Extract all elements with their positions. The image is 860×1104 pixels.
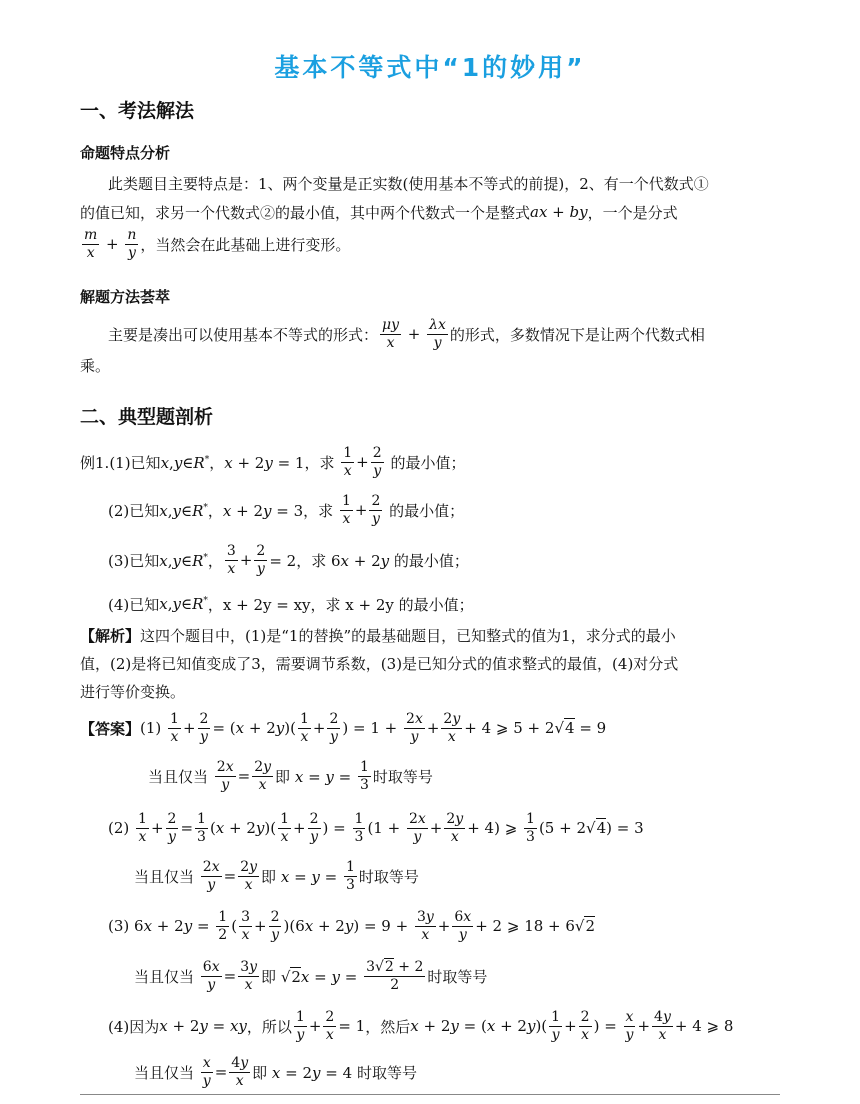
answer-3: (3) 6x + 2y = $\frac{1}{2}$ ( $\frac{3}{x}$ + $\frac{2}{y}$ )(6x + 2y) = 9 + $\frac{3y}{x}$ + $\frac{6x}{y}$ + 2 ⩾ 18 + 6√2 <box>108 908 596 943</box>
features-paragraph-line-2: 的值已知，求另一个代数式②的最小值，其中两个代数式一个是整式 ax + by ，一个是分式 <box>80 203 678 222</box>
answer-4-equality: 当且仅当 $\frac{x}{y}$ = $\frac{4y}{x}$ 即 x = 2y = 4 时取等号 <box>134 1054 417 1089</box>
answer-1-equality: 当且仅当 $\frac{2x}{y}$ = $\frac{2y}{x}$ 即 x = y = $\frac{1}{3}$ 时取等号 <box>148 758 433 793</box>
section-heading-1: 一、考法解法 <box>80 100 195 122</box>
example-q4: (4)已知 x,y∈R* ，x + 2y = xy，求 x + 2y 的最小值； <box>108 595 474 614</box>
example-q2: (2)已知 x,y∈R*，x + 2y = 3，求 $\frac{1}{x}$ + $\frac{2}{y}$ 的最小值； <box>108 492 465 527</box>
analysis-paragraph: 【解析】这四个题目中，(1)是“1的替换”的最基础题目，已知整式的值为1，求分式的最小 值，(2)是将已知值变成了3，需要调节系数，(3)是已知分式的值求整式的最值，(4)对分式 进行等价变换。 <box>80 627 679 701</box>
answer-2: (2) $\frac{1}{x}$ + $\frac{2}{y}$ = $\frac{1}{3}$ (x + 2y)( $\frac{1}{x}$ + $\frac{2}{y}$ ) = $\frac{1}{3}$ (1 + $\frac{2x}{y}$ + $\frac{2y}{x}$ + 4) ⩾ $\frac{1}{3}$ (5 + 2√4) = 3 <box>108 810 644 845</box>
features-paragraph-line-1: 此类题目主要特点是：1、两个变量是正实数(使用基本不等式的前提)，2、有一个代数式① <box>108 175 709 193</box>
features-heading: 命题特点分析 <box>80 144 171 162</box>
answer-1: 【答案】 (1) $\frac{1}{x}$ + $\frac{2}{y}$ = (x + 2y)( $\frac{1}{x}$ + $\frac{2}{y}$ ) = 1 + $\frac{2x}{y}$ + $\frac{2y}{x}$ + 4 ⩾ 5 + 2√4 = 9 <box>80 710 607 745</box>
answer-4: (4)因为 x + 2y = xy ，所以 $\frac{1}{y}$ + $\frac{2}{x}$ = 1 ，然后 x + 2y = (x + 2y)( $\frac{1}{y}$ + $\frac{2}{x}$ ) = $\frac{x}{y}$ + $\frac{4y}{x}$ + 4 ⩾ 8 <box>108 1008 734 1043</box>
page-title: 基本不等式中“1的妙用” <box>274 53 586 82</box>
section-heading-2: 二、典型题剖析 <box>80 406 214 428</box>
example-q3: (3)已知 x,y∈R*， $\frac{3}{x}$ + $\frac{2}{y}$ = 2，求 6x + 2y 的最小值； <box>108 542 469 577</box>
answer-2-equality: 当且仅当 $\frac{2x}{y}$ = $\frac{2y}{x}$ 即 x = y = $\frac{1}{3}$ 时取等号 <box>134 858 419 893</box>
answer-3-equality: 当且仅当 $\frac{6x}{y}$ = $\frac{3y}{x}$ 即 √2x = y = $\frac{3√2 + 2}{2}$ 时取等号 <box>134 958 488 993</box>
method-heading: 解题方法荟萃 <box>80 288 171 306</box>
method-paragraph-line-1: 主要是凑出可以使用基本不等式的形式： $\frac{\mu y}{x}$ + $\frac{\lambda x}{y}$ 的形式，多数情况下是让两个代数式相 <box>108 316 705 351</box>
features-paragraph-line-3: $\frac{m}{x}$ + $\frac{n}{y}$ ，当然会在此基础上进行变形。 <box>84 226 351 261</box>
bottom-rule <box>80 1094 780 1095</box>
method-paragraph-line-2: 乘。 <box>80 357 111 375</box>
example-q1: 例1. (1)已知 x,y∈R*，x + 2y = 1，求 $\frac{1}{x}$ + $\frac{2}{y}$ 的最小值； <box>80 444 466 479</box>
